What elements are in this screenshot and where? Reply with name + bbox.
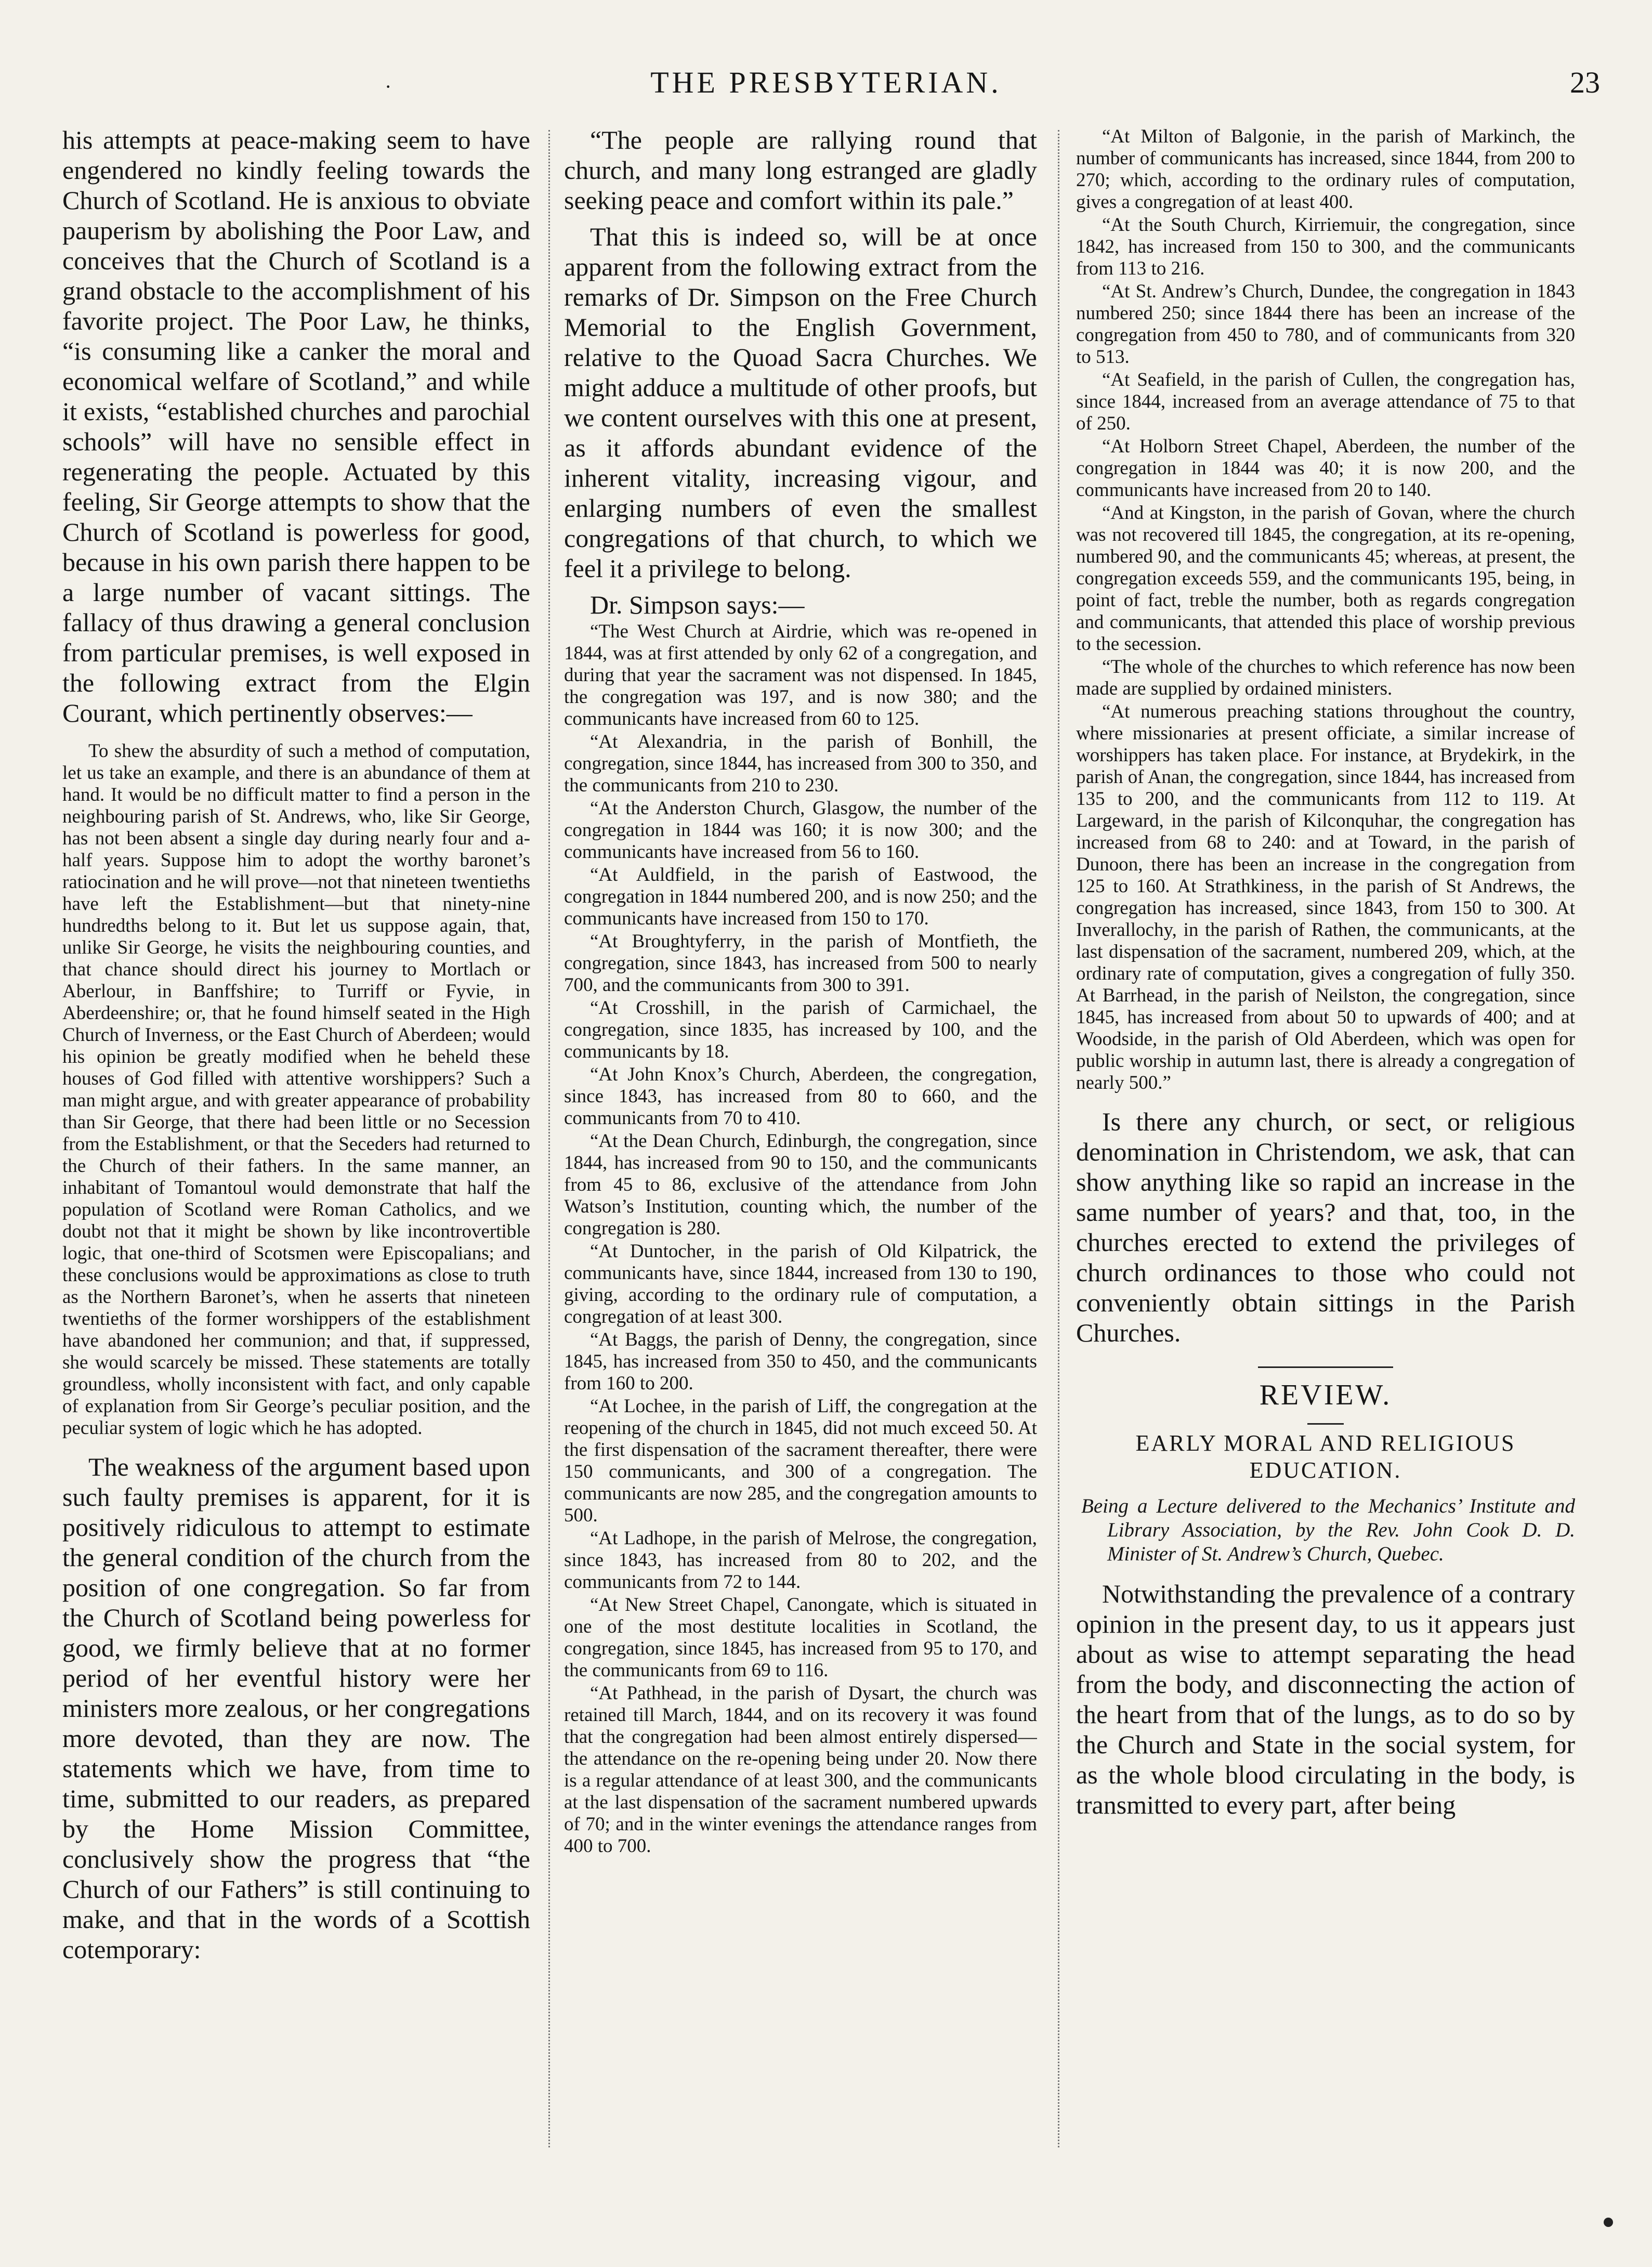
quoted-paragraph: “At Holborn Street Chapel, Aberdeen, the number of the congregation in 1844 was 40; it is now 200, and the communicants have increased from 20 to 140. bbox=[1076, 436, 1575, 501]
review-article-title: EARLY MORAL AND RELIGIOUS EDUCATION. bbox=[1135, 1430, 1516, 1483]
quoted-paragraph: “At Seafield, in the parish of Cullen, the congregation has, since 1844, increased from an average attendance of 75 to that of 250. bbox=[1076, 369, 1575, 434]
quoted-extract: To shew the absurdity of such a method of computation, let us take an example, and there is an abundance of them at hand. It would be no difficult matter to find a person in the neighbouring parish of St. Andrews, who, like Sir George, has not been absent a single day during nearly four and a-half years. Suppose him to adopt the worthy baronet’s ratiocination and he will prove—not that nineteen twentieths have left the Establishment—but that ninety-nine hundredths belong to it. But let us suppose again, that, unlike Sir George, he visits the neighbouring counties, and that chance should direct his journey to Mortlach or Aberlour, in Banffshire; to Turriff or Fyvie, in Aberdeenshire; or, that he found himself seated in the High Church of Inverness, or the East Church of Aberdeen; would his opinion be greatly modified when he beheld these houses of God filled with attentive worshippers? Such a man might argue, and with greater appearance of probability than Sir George, that there had been little or no Secession from the Establishment, or that the Seceders had returned to the Church of their fathers. In the same manner, an inhabitant of Tomantoul would demonstrate that half the population of Scotland were Roman Catholics, and we doubt not that it might be shown by like incontrovertible logic, that one-third of Scotsmen were Episcopalians; and these conclusions would be approximations as close to truth as the Northern Baronet’s, when he asserts that nineteen twentieths of the former worshippers of the establishment have abandoned her communion; and that, if suppressed, she would scarcely be missed. These statements are totally groundless, wholly inconsistent with fact, and only capable of explanation from Sir George’s peculiar position, and the peculiar system of logic which he has adopted. bbox=[62, 740, 530, 1439]
article-paragraph: That this is indeed so, will be at once apparent from the following extract from the remarks of Dr. Simpson on the Free Church Memorial to the English Government, relative to the Quoad Sacra Churches. We might adduce a multitude of other proofs, but we content ourselves with this one at present, as it affords abundant evidence of the inherent vitality, increasing vigour, and enlarging numbers of even the smallest congregations of that church, to which we feel it a privilege to belong. bbox=[564, 222, 1037, 583]
article-paragraph: The weakness of the argument based upon such faulty premises is apparent, for it is positively ridiculous to attempt to estimate the general condition of the church from the position of one congregation. So far from the Church of Scotland being powerless for good, we firmly believe that at no former period of her eventful history were her ministers more zealous, or her congregations more devoted, than they are now. The statements which we have, from time to time, submitted to our readers, as prepared by the Home Mission Committee, conclusively show the progress that “the Church of our Fathers” is still continuing to make, and that in the words of a Scottish cotemporary: bbox=[62, 1452, 530, 1964]
column-2 bbox=[564, 125, 1037, 2205]
quoted-paragraph: “At the Anderston Church, Glasgow, the number of the congregation in 1844 was 160; it is now 300; and the communicants have increased from 56 to 160. bbox=[564, 798, 1037, 863]
quoted-paragraph: “At St. Andrew’s Church, Dundee, the congregation in 1843 numbered 250; since 1844 there has been an increase of the congregation from 450 to 780, and of communicants from 320 to 513. bbox=[1076, 281, 1575, 368]
ink-speck bbox=[1604, 2218, 1613, 2227]
quoted-paragraph: “At the South Church, Kirriemuir, the congregation, since 1842, has increased from 150 to 300, and the communicants from 113 to 216. bbox=[1076, 214, 1575, 279]
review-heading: REVIEW. bbox=[1259, 1379, 1392, 1411]
quoted-paragraph: “At Pathhead, in the parish of Dysart, the church was retained till March, 1844, and on its recovery it was found that the congregation had been almost entirely dispersed—the attendance on the re-opening being under 20. Now there is a regular attendance of at least 300, and the communicants at the last dispensation of the sacrament numbered upwards of 70; and in the winter evenings the attendance ranges from 400 to 700. bbox=[564, 1683, 1037, 1857]
article-paragraph: Dr. Simpson says:— bbox=[590, 590, 805, 619]
title-divider bbox=[1307, 1423, 1344, 1425]
quoted-paragraph: “And at Kingston, in the parish of Govan, where the church was not recovered till 1845, the congregation, at its re-opening, numbered 90, and the communicants 45; whereas, at present, the congregation exceeds 559, and the communicants 195, being, in point of fact, treble the number, both as regards congregation and communicants, that attended this place of worship previous to the secession. bbox=[1076, 502, 1575, 655]
quoted-paragraph: “At Auldfield, in the parish of Eastwood, the congregation in 1844 numbered 200, and is now 250; and the communicants have increased from 150 to 170. bbox=[564, 864, 1037, 929]
review-body: Notwithstanding the prevalence of a contrary opinion in the present day, to us it appears just about as wise to attempt separating the head from the body, and disconnecting the action of the heart from that of the lungs, as to do so by the Church and State in the social system, for as the whole blood circulating in the body, is transmitted to every part, after being bbox=[1076, 1579, 1575, 1819]
column-divider-right bbox=[1058, 130, 1059, 2147]
column-1 bbox=[62, 125, 530, 2127]
quoted-paragraph: “At numerous preaching stations throughout the country, where missionaries at present officiate, a similar increase of worshippers has taken place. For instance, at Brydekirk, in the parish of Anan, the congregation, since 1844, has increased from 135 to 200, and the communicants from 112 to 119. At Largeward, in the parish of Kilconquhar, the congregation has increased from 68 to 240: and at Toward, in the parish of Dunoon, there has been an increase in the congregation from 125 to 160. At Strathkiness, in the parish of St Andrews, the congregation has increased, since 1843, from 150 to 300. At Inverallochy, in the parish of Rathen, the communicants, at the last dispensation of the sacrament, numbered 209, which, at the ordinary rate of computation, gives a congregation of fully 350. At Barrhead, in the parish of Neilston, the congregation, since 1845, has increased from about 50 to upwards of 400; and at Woodside, in the parish of Old Aberdeen, which was open for public worship in autumn last, there is already a congregation of nearly 500.” bbox=[1076, 701, 1575, 1093]
quoted-paragraph: “At Duntocher, in the parish of Old Kilpatrick, the communicants have, since 1844, increased from 130 to 190, giving, according to the ordinary rule of computation, a congregation of at least 300. bbox=[564, 1241, 1037, 1327]
page-number: 23 bbox=[1570, 66, 1600, 99]
quoted-paragraph: “The West Church at Airdrie, which was re-opened in 1844, was at first attended by only 62 of a congregation, and during that year the sacrament was not dispensed. In 1845, the congregation was 197, and is now 380; and the communicants have increased from 60 to 125. bbox=[564, 621, 1037, 729]
column-3 bbox=[1076, 125, 1575, 2205]
article-paragraph: “The people are rallying round that church, and many long estranged are gladly seeking peace and comfort within its pale.” bbox=[564, 125, 1037, 215]
quoted-paragraph: “At New Street Chapel, Canongate, which is situated in one of the most destitute localities in Scotland, the congregation, since 1845, has increased from 95 to 170, and the communicants from 69 to 116. bbox=[564, 1594, 1037, 1681]
quoted-paragraph: “At Broughtyferry, in the parish of Montfieth, the congregation, since 1843, has increased from 500 to nearly 700, and the communicants from 300 to 391. bbox=[564, 931, 1037, 996]
quoted-paragraph: “At Crosshill, in the parish of Carmichael, the congregation, since 1835, has increased by 100, and the communicants by 18. bbox=[564, 997, 1037, 1062]
article-paragraph: Is there any church, or sect, or religious denomination in Christendom, we ask, that can show anything like so rapid an increase in the same number of years? and that, too, in the churches erected to extend the privileges of church ordinances to those who could not conveniently obtain sittings in the Parish Churches. bbox=[1076, 1107, 1575, 1347]
quoted-paragraph: “At Lochee, in the parish of Liff, the congregation at the reopening of the church in 1845, did not much exceed 50. At the first dispensation of the sacrament thereafter, there were 150 communicants, and 300 of a congregation. The communicants are now 285, and the congregation amounts to 500. bbox=[564, 1396, 1037, 1526]
review-byline: Being a Lecture delivered to the Mechanics’ Institute and Library Association, by the Rev. John Cook D. D. Minister of St. Andrew’s Church, Quebec. bbox=[1081, 1495, 1575, 1565]
quoted-paragraph: “At John Knox’s Church, Aberdeen, the congregation, since 1843, has increased from 80 to 660, and the communicants from 70 to 410. bbox=[564, 1064, 1037, 1129]
quoted-paragraph: “The whole of the churches to which reference has now been made are supplied by ordained ministers. bbox=[1076, 656, 1575, 699]
article-paragraph: his attempts at peace-making seem to have engendered no kindly feeling towards the Church of Scotland. He is anxious to obviate pauperism by abolishing the Poor Law, and conceives that the Church of Scotland is a grand obstacle to the accomplishment of his favorite project. The Poor Law, he thinks, “is consuming like a canker the moral and economical welfare of Scotland,” and while it exists, “established churches and parochial schools” will have no sensible effect in regenerating the people. Actuated by this feeling, Sir George attempts to show that the Church of Scotland is powerless for good, because in his own parish there happen to be a large number of vacant sittings. The fallacy of thus drawing a general conclusion from particular premises, is well exposed in the following extract from the Elgin Courant, which pertinently observes:— bbox=[62, 125, 530, 727]
quoted-paragraph: “At Baggs, the parish of Denny, the congregation, since 1845, has increased from 350 to 450, and the communicants from 160 to 200. bbox=[564, 1329, 1037, 1394]
column-divider-left bbox=[548, 130, 550, 2147]
header-ornament: · bbox=[385, 75, 392, 98]
page-header bbox=[0, 65, 1652, 117]
quoted-paragraph: “At Milton of Balgonie, in the parish of Markinch, the number of communicants has increased, since 1844, from 200 to 270; which, according to the ordinary rules of computation, gives a congregation of at least 400. bbox=[1076, 126, 1575, 213]
section-divider bbox=[1258, 1366, 1393, 1368]
quoted-paragraph: “At Alexandria, in the parish of Bonhill, the congregation, since 1844, has increased from 300 to 350, and the communicants from 210 to 230. bbox=[564, 731, 1037, 796]
running-title: THE PRESBYTERIAN. bbox=[650, 66, 1002, 99]
quoted-paragraph: “At the Dean Church, Edinburgh, the congregation, since 1844, has increased from 90 to 150, and the communicants from 45 to 86, exclusive of the attendance from John Watson’s Institution, counting which, the number of the congregation is 280. bbox=[564, 1130, 1037, 1239]
quoted-paragraph: “At Ladhope, in the parish of Melrose, the congregation, since 1843, has increased from 80 to 202, and the communicants from 72 to 144. bbox=[564, 1528, 1037, 1593]
